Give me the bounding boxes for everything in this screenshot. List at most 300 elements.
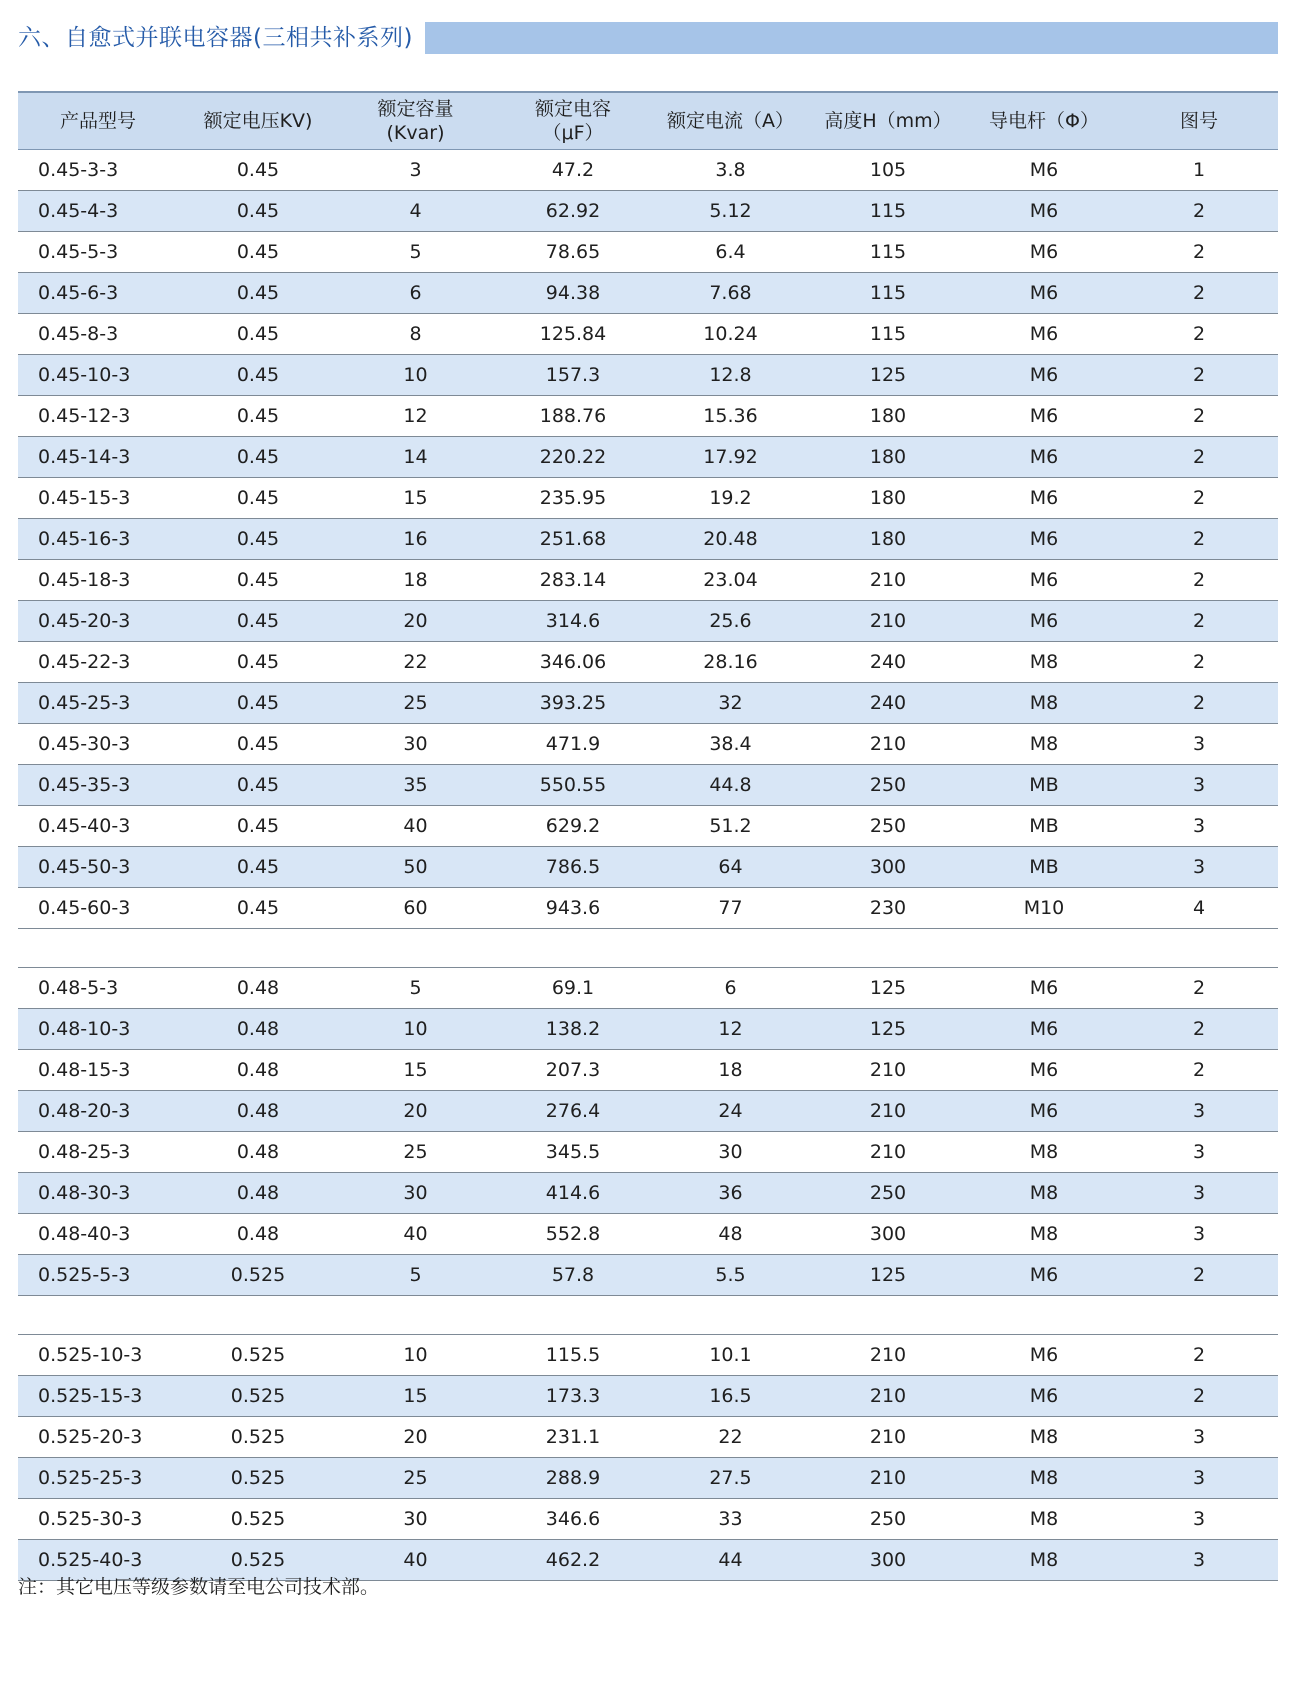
cell-model: 0.45-22-3 <box>18 642 178 683</box>
cell-voltage: 0.525 <box>178 1458 338 1499</box>
cell-capacitance: 125.84 <box>493 314 653 355</box>
cell-height: 300 <box>808 1540 968 1581</box>
cell-capacity: 22 <box>338 642 493 683</box>
cell-capacitance: 943.6 <box>493 888 653 929</box>
cell-capacity: 50 <box>338 847 493 888</box>
cell-height: 210 <box>808 1458 968 1499</box>
cell-figure: 2 <box>1120 478 1278 519</box>
cell-capacitance: 393.25 <box>493 683 653 724</box>
cell-height: 115 <box>808 191 968 232</box>
cell-model: 0.525-20-3 <box>18 1417 178 1458</box>
cell-capacity: 16 <box>338 519 493 560</box>
cell-voltage: 0.45 <box>178 683 338 724</box>
cell-model: 0.45-30-3 <box>18 724 178 765</box>
cell-capacitance: 69.1 <box>493 968 653 1009</box>
table-row <box>18 519 1278 560</box>
cell-voltage: 0.525 <box>178 1417 338 1458</box>
cell-capacitance: 231.1 <box>493 1417 653 1458</box>
cell-height: 240 <box>808 683 968 724</box>
cell-current: 10.1 <box>653 1335 808 1376</box>
spec-table-container <box>18 91 1278 1581</box>
cell-capacity: 30 <box>338 1173 493 1214</box>
cell-model: 0.525-15-3 <box>18 1376 178 1417</box>
cell-rod: M8 <box>968 1458 1120 1499</box>
cell-capacitance: 157.3 <box>493 355 653 396</box>
cell-capacity: 6 <box>338 273 493 314</box>
cell-voltage: 0.45 <box>178 314 338 355</box>
cell-figure: 2 <box>1120 642 1278 683</box>
cell-model: 0.45-40-3 <box>18 806 178 847</box>
cell-voltage: 0.45 <box>178 519 338 560</box>
cell-height: 180 <box>808 437 968 478</box>
cell-model: 0.525-40-3 <box>18 1540 178 1581</box>
cell-current: 19.2 <box>653 478 808 519</box>
cell-height: 105 <box>808 150 968 191</box>
cell-current: 5.12 <box>653 191 808 232</box>
title-decor-bar <box>425 22 1278 54</box>
cell-voltage: 0.48 <box>178 968 338 1009</box>
cell-model: 0.525-25-3 <box>18 1458 178 1499</box>
table-row <box>18 232 1278 273</box>
table-body <box>18 150 1278 1581</box>
cell-height: 125 <box>808 968 968 1009</box>
cell-height: 115 <box>808 314 968 355</box>
cell-current: 12.8 <box>653 355 808 396</box>
cell-capacitance: 62.92 <box>493 191 653 232</box>
cell-figure: 2 <box>1120 1335 1278 1376</box>
cell-capacity: 20 <box>338 1417 493 1458</box>
cell-figure: 3 <box>1120 1214 1278 1255</box>
cell-figure: 3 <box>1120 1132 1278 1173</box>
cell-height: 210 <box>808 724 968 765</box>
table-row <box>18 1458 1278 1499</box>
cell-capacitance: 188.76 <box>493 396 653 437</box>
separator-cell <box>18 1296 1278 1335</box>
cell-capacitance: 346.6 <box>493 1499 653 1540</box>
cell-height: 115 <box>808 232 968 273</box>
cell-current: 24 <box>653 1091 808 1132</box>
cell-voltage: 0.48 <box>178 1132 338 1173</box>
cell-capacity: 10 <box>338 1009 493 1050</box>
cell-capacitance: 550.55 <box>493 765 653 806</box>
cell-voltage: 0.45 <box>178 847 338 888</box>
cell-current: 3.8 <box>653 150 808 191</box>
cell-voltage: 0.45 <box>178 150 338 191</box>
table-row <box>18 724 1278 765</box>
cell-capacity: 40 <box>338 1214 493 1255</box>
cell-current: 20.48 <box>653 519 808 560</box>
cell-current: 44 <box>653 1540 808 1581</box>
cell-rod: M8 <box>968 683 1120 724</box>
cell-figure: 2 <box>1120 1050 1278 1091</box>
cell-current: 36 <box>653 1173 808 1214</box>
cell-rod: M8 <box>968 1540 1120 1581</box>
cell-voltage: 0.45 <box>178 355 338 396</box>
cell-voltage: 0.45 <box>178 273 338 314</box>
footnote: 注：其它电压等级参数请至电公司技术部。 <box>18 1576 380 1598</box>
cell-current: 7.68 <box>653 273 808 314</box>
cell-current: 23.04 <box>653 560 808 601</box>
cell-voltage: 0.48 <box>178 1173 338 1214</box>
cell-height: 180 <box>808 396 968 437</box>
cell-current: 28.16 <box>653 642 808 683</box>
header-capacitance-line2: （μF） <box>542 122 604 144</box>
cell-capacity: 18 <box>338 560 493 601</box>
cell-capacity: 15 <box>338 1050 493 1091</box>
cell-capacity: 60 <box>338 888 493 929</box>
cell-voltage: 0.45 <box>178 642 338 683</box>
cell-capacity: 30 <box>338 1499 493 1540</box>
cell-height: 180 <box>808 478 968 519</box>
cell-rod: M6 <box>968 437 1120 478</box>
cell-figure: 2 <box>1120 601 1278 642</box>
cell-figure: 3 <box>1120 1417 1278 1458</box>
cell-figure: 3 <box>1120 847 1278 888</box>
table-row <box>18 1255 1278 1296</box>
cell-current: 77 <box>653 888 808 929</box>
cell-figure: 2 <box>1120 191 1278 232</box>
cell-capacitance: 115.5 <box>493 1335 653 1376</box>
table-row <box>18 1376 1278 1417</box>
cell-voltage: 0.525 <box>178 1376 338 1417</box>
cell-capacitance: 78.65 <box>493 232 653 273</box>
cell-model: 0.48-15-3 <box>18 1050 178 1091</box>
cell-height: 210 <box>808 1417 968 1458</box>
table-row <box>18 1173 1278 1214</box>
cell-rod: M6 <box>968 1376 1120 1417</box>
cell-capacity: 8 <box>338 314 493 355</box>
cell-height: 115 <box>808 273 968 314</box>
cell-model: 0.525-30-3 <box>18 1499 178 1540</box>
cell-current: 33 <box>653 1499 808 1540</box>
table-row <box>18 1335 1278 1376</box>
cell-model: 0.45-10-3 <box>18 355 178 396</box>
cell-voltage: 0.45 <box>178 765 338 806</box>
table-row <box>18 1009 1278 1050</box>
cell-model: 0.45-35-3 <box>18 765 178 806</box>
cell-capacitance: 552.8 <box>493 1214 653 1255</box>
spec-table <box>18 91 1278 1581</box>
cell-current: 6.4 <box>653 232 808 273</box>
cell-height: 210 <box>808 1091 968 1132</box>
table-row <box>18 314 1278 355</box>
table-row <box>18 1214 1278 1255</box>
cell-rod: MB <box>968 806 1120 847</box>
cell-voltage: 0.45 <box>178 478 338 519</box>
cell-capacitance: 173.3 <box>493 1376 653 1417</box>
cell-current: 30 <box>653 1132 808 1173</box>
cell-capacitance: 288.9 <box>493 1458 653 1499</box>
cell-model: 0.45-60-3 <box>18 888 178 929</box>
table-row <box>18 683 1278 724</box>
cell-model: 0.45-50-3 <box>18 847 178 888</box>
cell-capacitance: 207.3 <box>493 1050 653 1091</box>
cell-figure: 2 <box>1120 968 1278 1009</box>
cell-figure: 3 <box>1120 1458 1278 1499</box>
cell-current: 15.36 <box>653 396 808 437</box>
header-capacitance-line1: 额定电容 <box>534 98 611 120</box>
section-title: 六、自愈式并联电容器(三相共补系列) <box>18 25 413 51</box>
table-row <box>18 273 1278 314</box>
cell-model: 0.48-10-3 <box>18 1009 178 1050</box>
table-row <box>18 191 1278 232</box>
cell-current: 6 <box>653 968 808 1009</box>
table-row <box>18 478 1278 519</box>
cell-current: 48 <box>653 1214 808 1255</box>
cell-figure: 2 <box>1120 1255 1278 1296</box>
cell-capacitance: 786.5 <box>493 847 653 888</box>
cell-rod: M8 <box>968 642 1120 683</box>
table-row <box>18 1132 1278 1173</box>
cell-figure: 3 <box>1120 1173 1278 1214</box>
cell-figure: 1 <box>1120 150 1278 191</box>
cell-height: 230 <box>808 888 968 929</box>
cell-figure: 2 <box>1120 232 1278 273</box>
cell-rod: M6 <box>968 601 1120 642</box>
cell-model: 0.48-30-3 <box>18 1173 178 1214</box>
cell-model: 0.45-16-3 <box>18 519 178 560</box>
cell-voltage: 0.45 <box>178 396 338 437</box>
cell-voltage: 0.45 <box>178 191 338 232</box>
cell-figure: 2 <box>1120 273 1278 314</box>
cell-current: 64 <box>653 847 808 888</box>
header-model: 产品型号 <box>18 92 178 150</box>
separator-cell <box>18 929 1278 968</box>
cell-rod: MB <box>968 847 1120 888</box>
cell-rod: M6 <box>968 1050 1120 1091</box>
cell-capacity: 10 <box>338 1335 493 1376</box>
cell-height: 210 <box>808 1132 968 1173</box>
cell-height: 250 <box>808 765 968 806</box>
cell-figure: 2 <box>1120 314 1278 355</box>
cell-current: 17.92 <box>653 437 808 478</box>
group-separator <box>18 1296 1278 1335</box>
cell-rod: M6 <box>968 396 1120 437</box>
cell-rod: M6 <box>968 1009 1120 1050</box>
cell-rod: M6 <box>968 519 1120 560</box>
table-row <box>18 150 1278 191</box>
cell-capacity: 5 <box>338 1255 493 1296</box>
cell-voltage: 0.525 <box>178 1499 338 1540</box>
cell-figure: 2 <box>1120 1376 1278 1417</box>
cell-rod: M6 <box>968 1091 1120 1132</box>
cell-current: 38.4 <box>653 724 808 765</box>
cell-height: 250 <box>808 1173 968 1214</box>
table-row <box>18 847 1278 888</box>
cell-capacity: 15 <box>338 1376 493 1417</box>
cell-rod: M6 <box>968 191 1120 232</box>
cell-height: 125 <box>808 1009 968 1050</box>
cell-current: 22 <box>653 1417 808 1458</box>
cell-model: 0.525-5-3 <box>18 1255 178 1296</box>
cell-height: 210 <box>808 601 968 642</box>
cell-voltage: 0.45 <box>178 806 338 847</box>
cell-height: 210 <box>808 1335 968 1376</box>
section-title-row <box>18 18 1278 58</box>
cell-capacity: 20 <box>338 601 493 642</box>
header-figure: 图号 <box>1120 92 1278 150</box>
cell-model: 0.48-25-3 <box>18 1132 178 1173</box>
cell-rod: M8 <box>968 1417 1120 1458</box>
cell-capacity: 4 <box>338 191 493 232</box>
cell-figure: 2 <box>1120 1009 1278 1050</box>
cell-model: 0.45-6-3 <box>18 273 178 314</box>
cell-voltage: 0.45 <box>178 232 338 273</box>
cell-current: 51.2 <box>653 806 808 847</box>
cell-rod: M8 <box>968 1132 1120 1173</box>
cell-voltage: 0.48 <box>178 1214 338 1255</box>
cell-height: 250 <box>808 1499 968 1540</box>
cell-voltage: 0.525 <box>178 1255 338 1296</box>
cell-capacitance: 276.4 <box>493 1091 653 1132</box>
table-row <box>18 968 1278 1009</box>
header-current: 额定电流（A） <box>653 92 808 150</box>
cell-rod: M6 <box>968 478 1120 519</box>
cell-height: 125 <box>808 1255 968 1296</box>
cell-capacitance: 346.06 <box>493 642 653 683</box>
cell-rod: M8 <box>968 724 1120 765</box>
group-separator <box>18 929 1278 968</box>
header-voltage: 额定电压KV) <box>178 92 338 150</box>
cell-height: 210 <box>808 560 968 601</box>
cell-figure: 2 <box>1120 355 1278 396</box>
header-height: 高度H（mm） <box>808 92 968 150</box>
cell-rod: M6 <box>968 1335 1120 1376</box>
cell-figure: 3 <box>1120 1499 1278 1540</box>
header-rod: 导电杆（Φ） <box>968 92 1120 150</box>
cell-capacity: 25 <box>338 1132 493 1173</box>
cell-model: 0.45-12-3 <box>18 396 178 437</box>
cell-capacity: 15 <box>338 478 493 519</box>
cell-current: 5.5 <box>653 1255 808 1296</box>
cell-model: 0.45-8-3 <box>18 314 178 355</box>
cell-voltage: 0.525 <box>178 1335 338 1376</box>
table-row <box>18 1091 1278 1132</box>
header-capacity-line2: (Kvar) <box>386 122 445 144</box>
cell-height: 125 <box>808 355 968 396</box>
cell-rod: M6 <box>968 1255 1120 1296</box>
cell-model: 0.48-40-3 <box>18 1214 178 1255</box>
cell-current: 25.6 <box>653 601 808 642</box>
table-row <box>18 806 1278 847</box>
cell-model: 0.45-4-3 <box>18 191 178 232</box>
cell-capacitance: 57.8 <box>493 1255 653 1296</box>
cell-figure: 2 <box>1120 560 1278 601</box>
cell-capacitance: 462.2 <box>493 1540 653 1581</box>
cell-capacity: 5 <box>338 968 493 1009</box>
table-row <box>18 355 1278 396</box>
cell-model: 0.48-5-3 <box>18 968 178 1009</box>
cell-height: 300 <box>808 847 968 888</box>
cell-capacity: 10 <box>338 355 493 396</box>
cell-model: 0.45-25-3 <box>18 683 178 724</box>
table-row <box>18 1499 1278 1540</box>
table-row <box>18 601 1278 642</box>
cell-height: 210 <box>808 1050 968 1091</box>
cell-capacity: 3 <box>338 150 493 191</box>
cell-figure: 2 <box>1120 437 1278 478</box>
cell-rod: M6 <box>968 560 1120 601</box>
cell-capacity: 20 <box>338 1091 493 1132</box>
cell-model: 0.48-20-3 <box>18 1091 178 1132</box>
cell-figure: 3 <box>1120 1540 1278 1581</box>
cell-capacity: 25 <box>338 1458 493 1499</box>
cell-capacitance: 471.9 <box>493 724 653 765</box>
cell-capacitance: 314.6 <box>493 601 653 642</box>
cell-rod: M6 <box>968 355 1120 396</box>
cell-capacity: 12 <box>338 396 493 437</box>
table-row <box>18 396 1278 437</box>
cell-voltage: 0.525 <box>178 1540 338 1581</box>
cell-current: 18 <box>653 1050 808 1091</box>
cell-capacitance: 47.2 <box>493 150 653 191</box>
cell-rod: M10 <box>968 888 1120 929</box>
cell-figure: 3 <box>1120 806 1278 847</box>
cell-voltage: 0.45 <box>178 888 338 929</box>
cell-voltage: 0.48 <box>178 1009 338 1050</box>
cell-rod: M6 <box>968 968 1120 1009</box>
table-row <box>18 642 1278 683</box>
header-capacitance <box>493 92 653 150</box>
cell-rod: M6 <box>968 314 1120 355</box>
cell-figure: 2 <box>1120 396 1278 437</box>
cell-capacity: 14 <box>338 437 493 478</box>
cell-voltage: 0.45 <box>178 601 338 642</box>
cell-figure: 3 <box>1120 765 1278 806</box>
cell-model: 0.45-14-3 <box>18 437 178 478</box>
table-header-row <box>18 92 1278 150</box>
cell-capacitance: 414.6 <box>493 1173 653 1214</box>
cell-rod: M8 <box>968 1499 1120 1540</box>
cell-figure: 4 <box>1120 888 1278 929</box>
table-row <box>18 1050 1278 1091</box>
cell-rod: MB <box>968 765 1120 806</box>
cell-capacitance: 283.14 <box>493 560 653 601</box>
cell-capacitance: 251.68 <box>493 519 653 560</box>
cell-rod: M6 <box>968 150 1120 191</box>
cell-capacity: 40 <box>338 1540 493 1581</box>
cell-capacity: 5 <box>338 232 493 273</box>
cell-model: 0.45-18-3 <box>18 560 178 601</box>
cell-current: 32 <box>653 683 808 724</box>
cell-height: 300 <box>808 1214 968 1255</box>
header-capacity-line1: 额定容量 <box>377 98 454 120</box>
cell-capacitance: 629.2 <box>493 806 653 847</box>
cell-capacitance: 235.95 <box>493 478 653 519</box>
cell-capacity: 25 <box>338 683 493 724</box>
cell-rod: M8 <box>968 1173 1120 1214</box>
cell-model: 0.525-10-3 <box>18 1335 178 1376</box>
table-row <box>18 1417 1278 1458</box>
cell-capacity: 30 <box>338 724 493 765</box>
cell-capacitance: 345.5 <box>493 1132 653 1173</box>
cell-height: 240 <box>808 642 968 683</box>
cell-capacitance: 138.2 <box>493 1009 653 1050</box>
cell-rod: M6 <box>968 273 1120 314</box>
cell-voltage: 0.48 <box>178 1050 338 1091</box>
cell-voltage: 0.45 <box>178 560 338 601</box>
cell-figure: 2 <box>1120 519 1278 560</box>
cell-capacity: 40 <box>338 806 493 847</box>
header-capacity <box>338 92 493 150</box>
cell-model: 0.45-20-3 <box>18 601 178 642</box>
table-row <box>18 437 1278 478</box>
cell-capacitance: 94.38 <box>493 273 653 314</box>
cell-current: 12 <box>653 1009 808 1050</box>
cell-height: 250 <box>808 806 968 847</box>
cell-current: 27.5 <box>653 1458 808 1499</box>
cell-current: 10.24 <box>653 314 808 355</box>
